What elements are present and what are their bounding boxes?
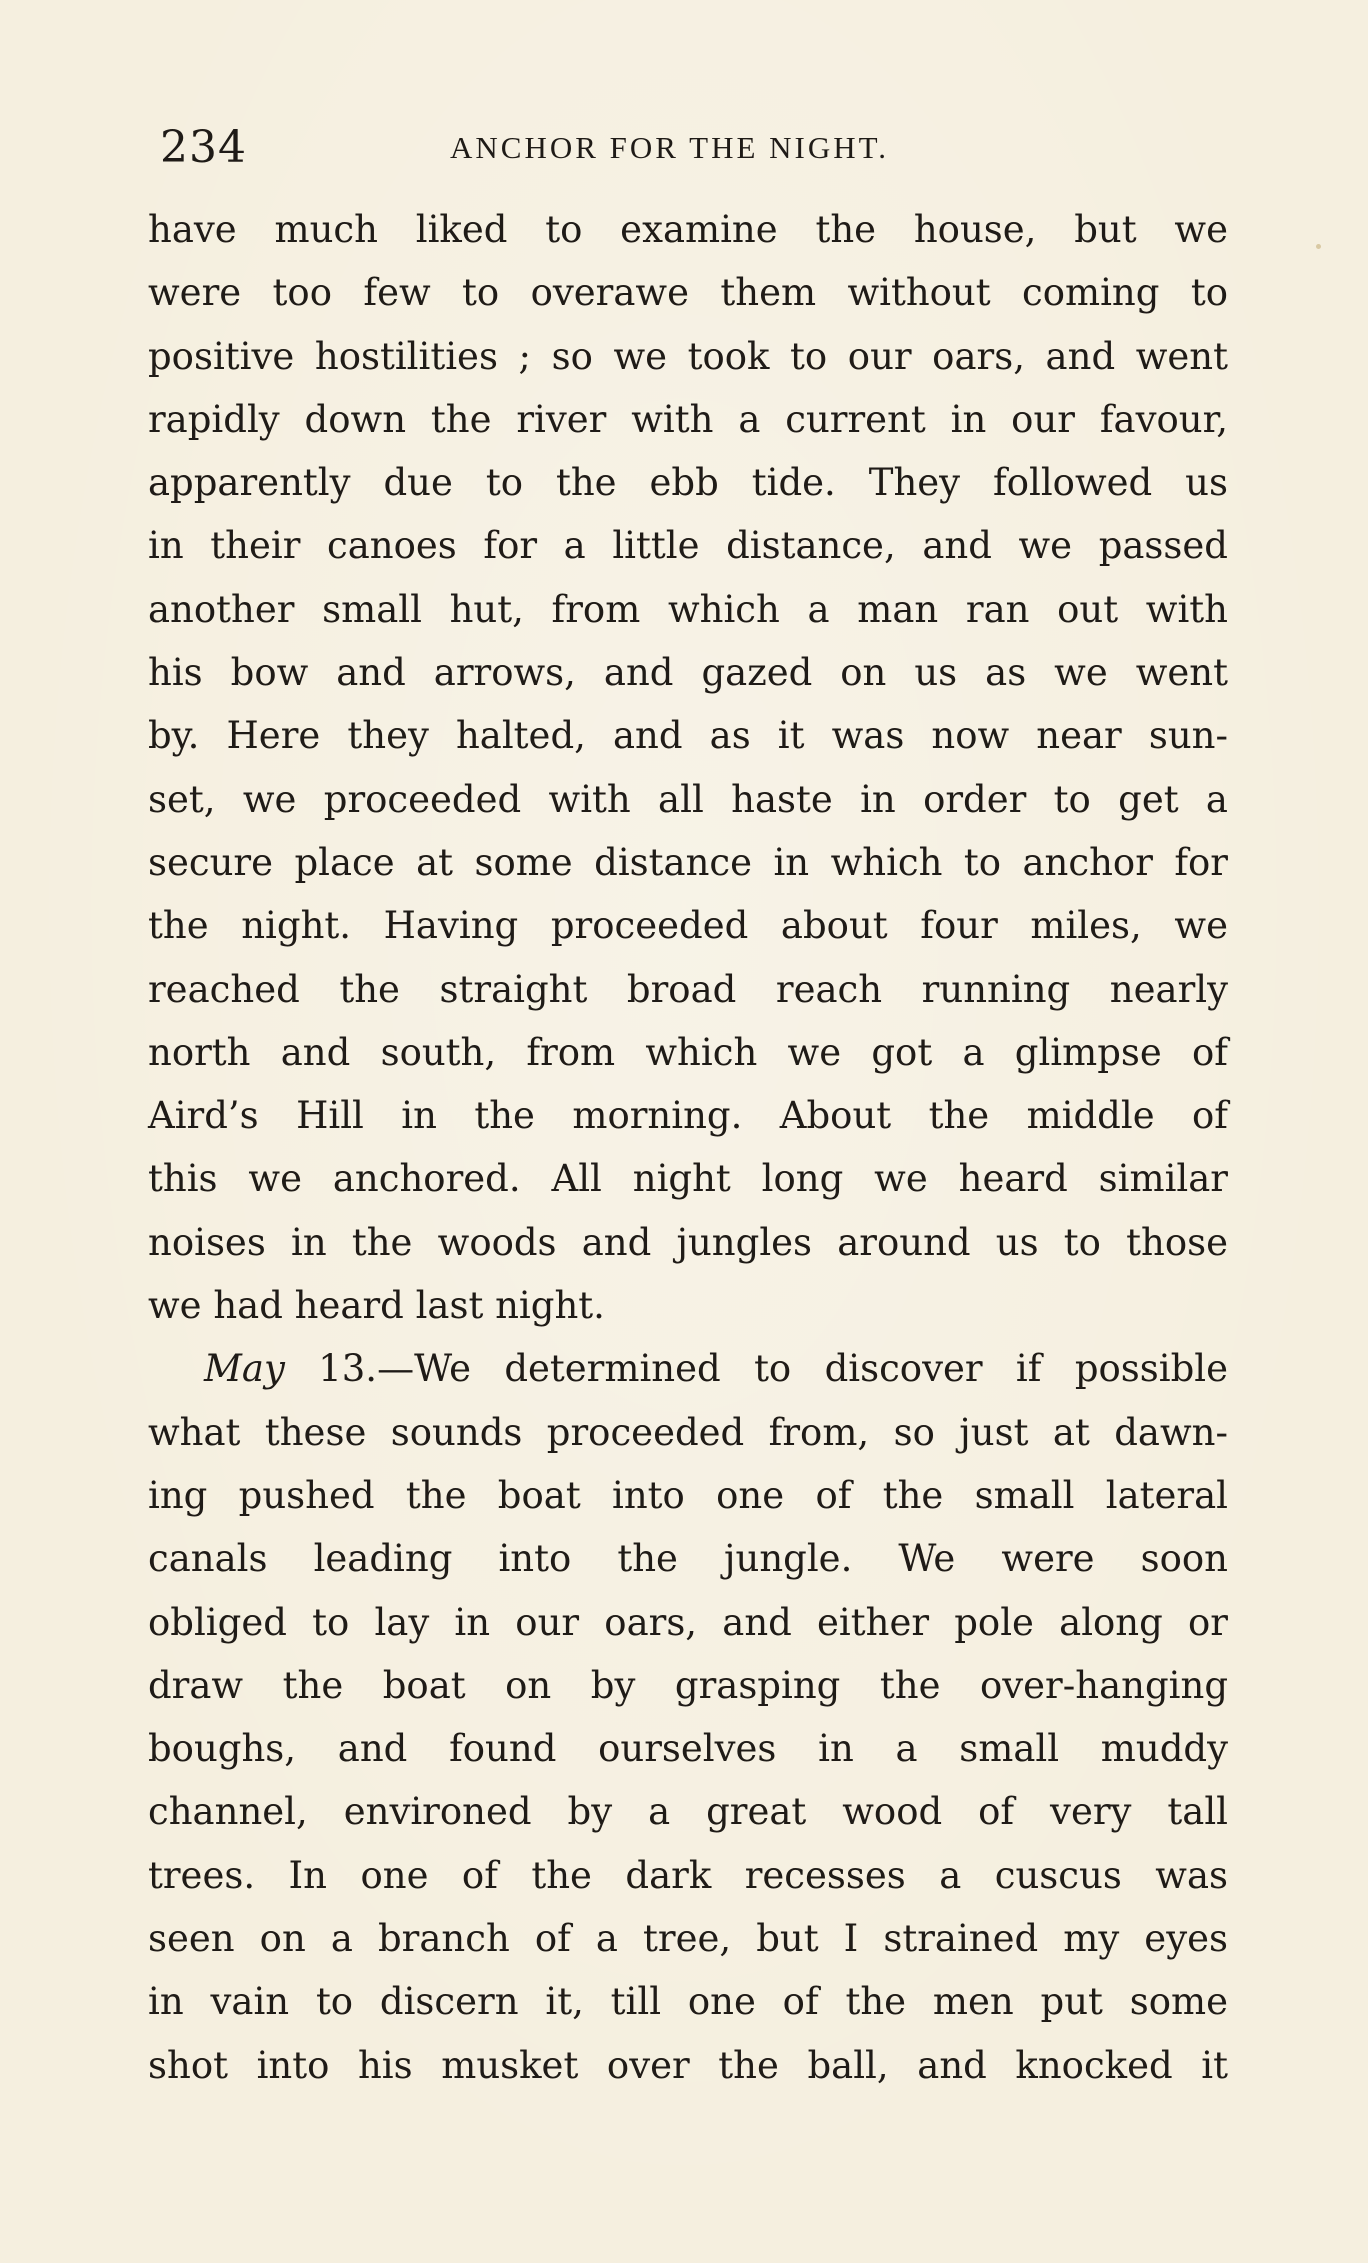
text-line: this we anchored. All night long we heard similar	[148, 1157, 1228, 1201]
text-line: another small hut, from which a man ran out with	[148, 587, 1228, 631]
body-text	[148, 198, 1228, 2097]
page-number: 234	[160, 122, 247, 173]
text-line: seen on a branch of a tree, but I strained my eyes	[148, 1917, 1228, 1961]
page-header	[160, 118, 1230, 178]
running-title: ANCHOR FOR THE NIGHT.	[450, 130, 890, 165]
entry-date: May	[204, 1347, 285, 1391]
text-line: we had heard last night.	[148, 1284, 605, 1328]
text-line: north and south, from which we got a glimpse of	[148, 1030, 1228, 1074]
text-line: set, we proceeded with all haste in order to get a	[148, 777, 1228, 821]
text-line: boughs, and found ourselves in a small muddy	[148, 1727, 1228, 1771]
text-line: ing pushed the boat into one of the small lateral	[148, 1473, 1228, 1517]
text-line: by. Here they halted, and as it was now near sun-	[148, 714, 1228, 758]
text-line: secure place at some distance in which to anchor for	[148, 840, 1228, 884]
text-line: canals leading into the jungle. We were soon	[148, 1537, 1228, 1581]
paragraph-first-line	[148, 1337, 1228, 1400]
text-line: Aird’s Hill in the morning. About the middle of	[148, 1094, 1228, 1138]
text-line: have much liked to examine the house, but we	[148, 208, 1228, 251]
text-line: the night. Having proceeded about four miles, we	[148, 904, 1228, 948]
text-line: in vain to discern it, till one of the men put some	[148, 1980, 1228, 2024]
text-line: noises in the woods and jungles around us to those	[148, 1220, 1228, 1264]
paper-speck	[1316, 244, 1321, 249]
text-line: channel, environed by a great wood of very tall	[148, 1790, 1228, 1834]
text-line: reached the straight broad reach running nearly	[148, 967, 1228, 1011]
text-line: rapidly down the river with a current in our favour,	[148, 397, 1228, 441]
text-line: in their canoes for a little distance, and we passed	[148, 524, 1228, 568]
text-line: shot into his musket over the ball, and knocked it	[148, 2043, 1228, 2087]
text-line: were too few to overawe them without coming to	[148, 271, 1228, 315]
text-line: obliged to lay in our oars, and either pole along or	[148, 1600, 1228, 1644]
text-line: positive hostilities ; so we took to our oars, and went	[148, 334, 1228, 378]
paragraph-first-line-text: 13.—We determined to discover if possible	[284, 1347, 1228, 1391]
text-line: draw the boat on by grasping the over-hanging	[148, 1663, 1228, 1707]
text-line: his bow and arrows, and gazed on us as we went	[148, 651, 1228, 695]
text-line: apparently due to the ebb tide. They followed us	[148, 461, 1228, 505]
text-line: what these sounds proceeded from, so just at dawn-	[148, 1410, 1228, 1454]
text-line: trees. In one of the dark recesses a cuscus was	[148, 1853, 1228, 1897]
